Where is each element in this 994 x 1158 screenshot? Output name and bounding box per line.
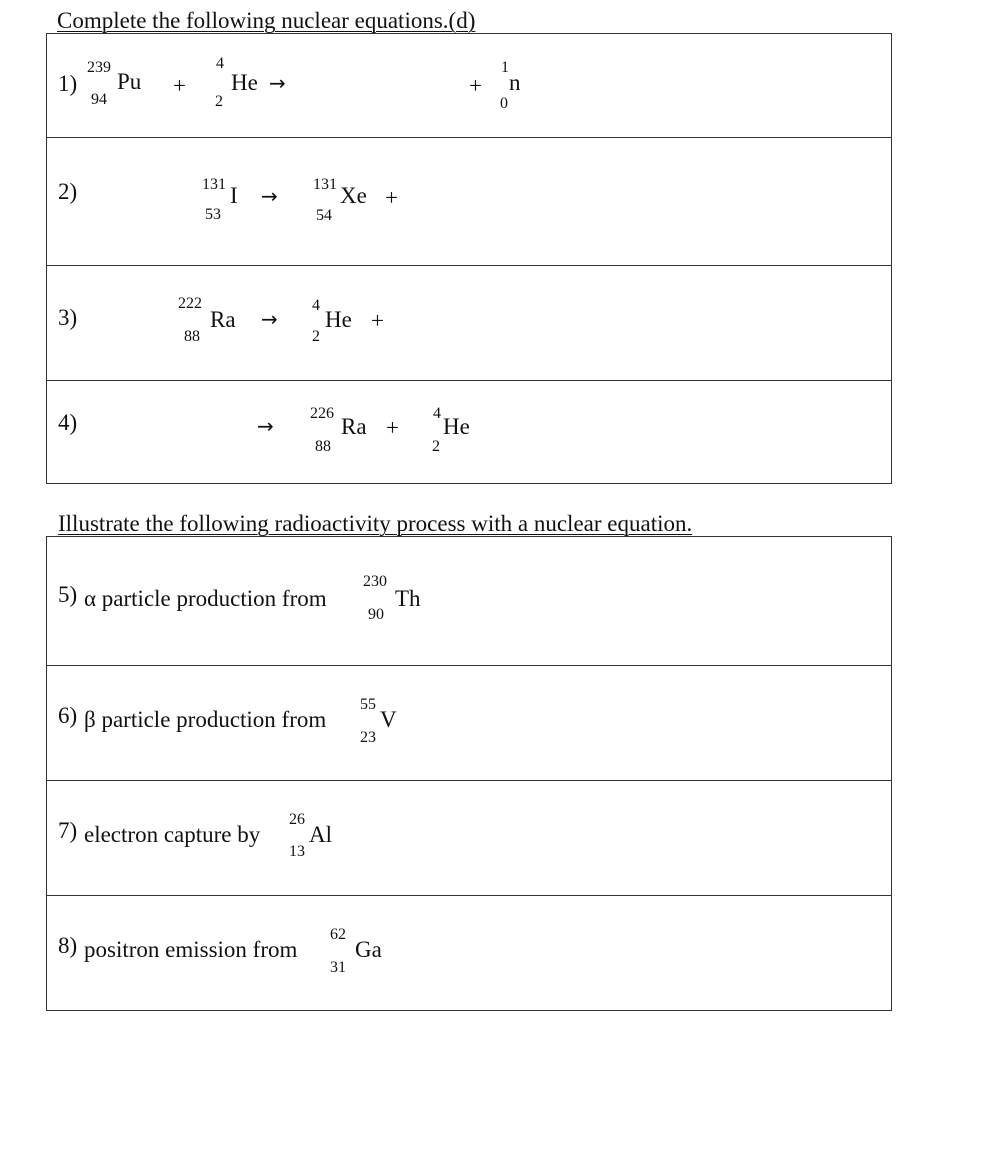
plus-sign: + bbox=[173, 73, 186, 98]
mass-number: 239 bbox=[87, 59, 111, 76]
atomic-number: 2 bbox=[432, 438, 440, 455]
mass-number: 222 bbox=[178, 295, 202, 312]
process-row-6 bbox=[47, 666, 891, 781]
plus-sign: + bbox=[469, 73, 482, 98]
reaction-arrow: → bbox=[261, 307, 278, 331]
row-number: 7) bbox=[58, 818, 78, 843]
element-symbol: Th bbox=[395, 586, 421, 611]
mass-number: 55 bbox=[360, 696, 376, 713]
element-symbol: He bbox=[325, 307, 352, 332]
element-symbol: Ga bbox=[355, 937, 382, 962]
mass-number: 131 bbox=[313, 176, 337, 193]
mass-number: 4 bbox=[312, 297, 320, 314]
row-number: 2) bbox=[58, 179, 78, 204]
reaction-arrow: → bbox=[269, 71, 286, 95]
mass-number: 1 bbox=[501, 59, 509, 76]
row-number: 3) bbox=[58, 305, 78, 330]
mass-number: 226 bbox=[310, 405, 334, 422]
plus-sign: + bbox=[385, 185, 398, 210]
reaction-arrow: → bbox=[261, 184, 278, 208]
process-description: α particle production from bbox=[84, 586, 327, 611]
equation-row-4 bbox=[47, 381, 891, 485]
atomic-number: 31 bbox=[330, 959, 346, 976]
mass-number: 62 bbox=[330, 926, 346, 943]
atomic-number: 13 bbox=[289, 843, 305, 860]
equations-table bbox=[46, 33, 892, 484]
atomic-number: 2 bbox=[312, 328, 320, 345]
mass-number: 230 bbox=[363, 573, 387, 590]
element-symbol: Pu bbox=[117, 69, 142, 94]
plus-sign: + bbox=[386, 415, 399, 440]
process-row-5 bbox=[47, 537, 891, 666]
equation-row-3 bbox=[47, 266, 891, 381]
atomic-number: 88 bbox=[315, 438, 331, 455]
element-symbol: Al bbox=[309, 822, 332, 847]
element-symbol: n bbox=[509, 70, 521, 95]
section-2-title: Illustrate the following radioactivity process with a nuclear equation. bbox=[58, 511, 693, 536]
atomic-number: 53 bbox=[205, 206, 221, 223]
equation-row-1 bbox=[47, 34, 891, 138]
atomic-number: 90 bbox=[368, 606, 384, 623]
element-symbol: V bbox=[380, 707, 397, 732]
plus-sign: + bbox=[371, 308, 384, 333]
process-row-8 bbox=[47, 896, 891, 1012]
equation-row-2 bbox=[47, 138, 891, 266]
row-number: 1) bbox=[58, 71, 78, 96]
process-description: positron emission from bbox=[84, 937, 298, 962]
atomic-number: 88 bbox=[184, 328, 200, 345]
element-symbol: Xe bbox=[340, 183, 367, 208]
atomic-number: 2 bbox=[215, 93, 223, 110]
row-number: 6) bbox=[58, 703, 78, 728]
atomic-number: 23 bbox=[360, 729, 376, 746]
process-row-7 bbox=[47, 781, 891, 896]
mass-number: 131 bbox=[202, 176, 226, 193]
element-symbol: He bbox=[231, 70, 258, 95]
element-symbol: I bbox=[230, 183, 238, 208]
processes-table bbox=[46, 536, 892, 1011]
atomic-number: 94 bbox=[91, 91, 107, 108]
element-symbol: Ra bbox=[341, 414, 367, 439]
mass-number: 4 bbox=[433, 405, 441, 422]
element-symbol: Ra bbox=[210, 307, 236, 332]
element-symbol: He bbox=[443, 414, 470, 439]
row-number: 5) bbox=[58, 582, 78, 607]
atomic-number: 54 bbox=[316, 207, 332, 224]
row-number: 8) bbox=[58, 933, 78, 958]
process-description: electron capture by bbox=[84, 822, 261, 847]
mass-number: 4 bbox=[216, 55, 224, 72]
atomic-number: 0 bbox=[500, 95, 508, 112]
row-number: 4) bbox=[58, 410, 78, 435]
process-description: β particle production from bbox=[84, 707, 327, 732]
mass-number: 26 bbox=[289, 811, 305, 828]
reaction-arrow: → bbox=[257, 414, 274, 438]
section-1-title: Complete the following nuclear equations.(d) bbox=[57, 8, 476, 33]
